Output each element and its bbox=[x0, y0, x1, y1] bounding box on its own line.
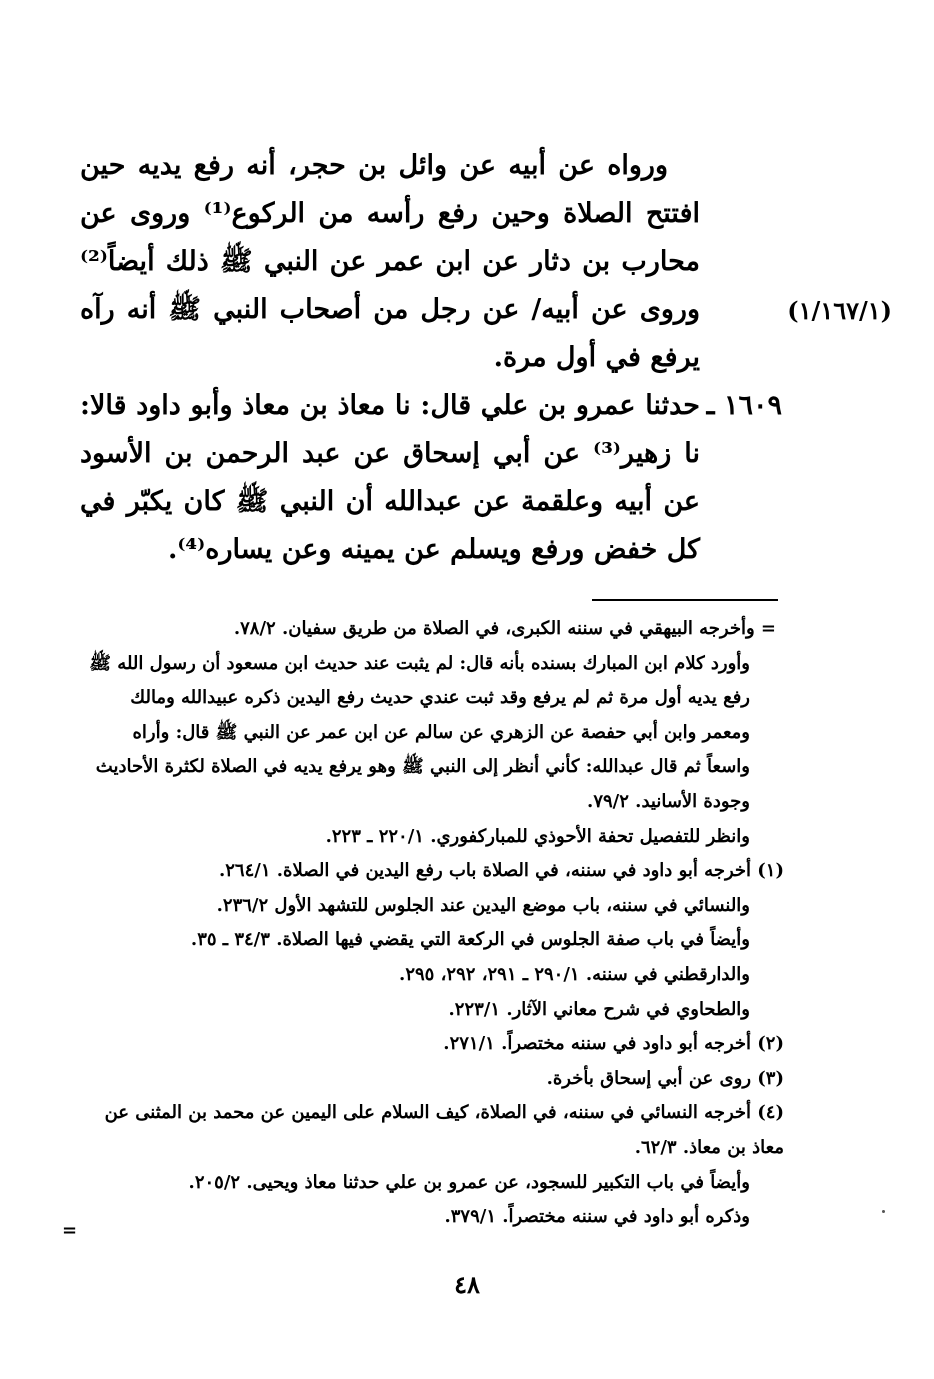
hadith-text: حدثنا عمرو بن علي قال: نا معاذ بن معاذ وأبو داود قالا: نا زهير⁽³⁾ عن أبي إسحاق عن عبد الرحمن بن الأسود عن أبيه وعلقمة عن عبدالله أن النبي ﷺ كان يكبّر في كل خفض ورفع ويسلم عن يمينه وعن يساره⁽⁴⁾. bbox=[80, 390, 700, 565]
margin-manuscript-reference: (١/١٦٧/١) bbox=[787, 296, 892, 325]
footnote-line: والدارقطني في سننه. ٢٩٠/١ ـ ٢٩١، ٢٩٢، ٢٩٥. bbox=[399, 963, 750, 985]
footnote-1: (١) أخرجه أبو داود في سننه، في الصلاة باب رفع اليدين في الصلاة. ٢٦٤/١. bbox=[218, 860, 784, 882]
footnote-line: وأورد كلام ابن المبارك بسنده بأنه قال: لم يثبت عند حديث ابن مسعود أن رسول الله ﷺ رفع يديه أول مرة ثم لم يرفع وقد ثبت عندي حديث رفع اليدين ذكره عبيدالله ومالك ومعمر وابن أبي حفصة عن الزهري عن سالم عن ابن عمر عن النبي ﷺ قال: وأراه واسعاً ثم قال عبدالله: كأني أنظر إلى النبي ﷺ وهو يرفع يديه في الصلاة لكثرة الأحاديث وجودة الأسانيد. ٧٩/٢. bbox=[89, 652, 750, 812]
footnote-line: وذكره أبو داود في سننه مختصراً. ٣٧٩/١. bbox=[444, 1206, 750, 1228]
footnotes-section bbox=[84, 612, 784, 1235]
footnote-line: وأيضاً في باب صفة الجلوس في الركعة التي يقضي فيها الصلاة. ٣٤/٣ ـ ٣٥. bbox=[190, 929, 750, 951]
hadith-number: ١٦٠٩ ـ bbox=[706, 390, 782, 421]
footnote-4: (٤) أخرجه النسائي في سننه، في الصلاة، كيف السلام على اليمين عن محمد بن المثنى عن معاذ بن معاذ. ٦٢/٣. bbox=[104, 1102, 784, 1158]
footnote-line: وأيضاً في باب التكبير للسجود، عن عمرو بن علي حدثنا معاذ ويحيى. ٢٠٥/٢. bbox=[188, 1171, 750, 1193]
main-text-body bbox=[80, 142, 782, 574]
main-paragraph: ورواه عن أبيه عن وائل بن حجر، أنه رفع يديه حين افتتح الصلاة وحين رفع رأسه من الركوع⁽¹⁾ وروى عن محارب بن دثار عن ابن عمر عن النبي ﷺ ذلك أيضاً⁽²⁾ وروى عن أبيه/ عن رجل من أصحاب النبي ﷺ أنه رآه يرفع في أول مرة. bbox=[80, 150, 700, 373]
page-number: ٤٨ bbox=[454, 1270, 480, 1299]
footnote-2: (٢) أخرجه أبو داود في سننه مختصراً. ٢٧١/١. bbox=[443, 1033, 784, 1055]
footnote-3: (٣) روى عن أبي إسحاق بأخرة. bbox=[546, 1067, 784, 1089]
footnote-separator bbox=[592, 599, 778, 601]
scan-speck bbox=[882, 1210, 885, 1213]
footnote-line: والطحاوي في شرح معاني الآثار. ٢٢٣/١. bbox=[448, 998, 750, 1020]
hadith-entry bbox=[80, 382, 782, 574]
footnote-line: والنسائي في سننه، باب موضع اليدين عند الجلوس للتشهد الأول ٢٣٦/٢. bbox=[216, 894, 750, 916]
footnote-line: وانظر للتفصيل تحفة الأحوذي للمباركفوري. ٢٢٠/١ ـ ٢٢٣. bbox=[325, 825, 750, 847]
continuation-mark: = bbox=[62, 1220, 78, 1241]
footnote-line: = وأخرجه البيهقي في سننه الكبرى، في الصلاة من طريق سفيان. ٧٨/٢. bbox=[233, 618, 776, 639]
